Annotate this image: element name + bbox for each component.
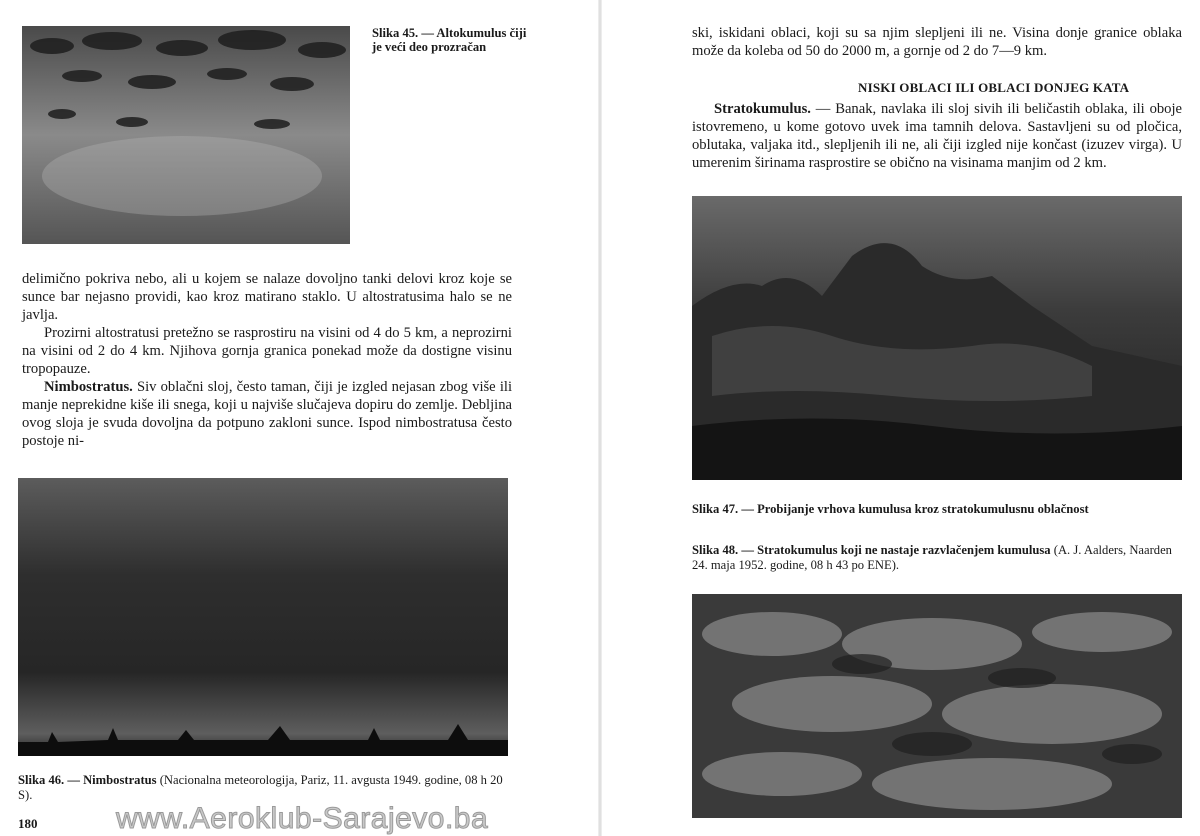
stratocumulus-text (692, 100, 1182, 172)
figure-48-photo (692, 594, 1182, 818)
left-body-text (22, 270, 512, 450)
figure-46-label: Slika 46. — Nimbostratus (18, 773, 157, 787)
term-nimbostratus: Nimbostratus. (44, 379, 133, 395)
term-stratocumulus: Stratokumulus. (714, 101, 811, 117)
paragraph-altostratus-height: Prozirni altostratusi pretežno se rasprostiru na visini od 4 do 5 km, a neprozirni na visini od 2 do 4 km. Njihova gornja granica ponekad može da dostigne visinu tropopauze. (22, 325, 512, 377)
right-page (600, 0, 1200, 836)
nimbostratus-definition: Siv oblačni sloj, često taman, čiji je izgled nejasan zbog više ili manje neprekidne kiše ili snega, koji u najviše slučajeva dopiru do zemlje. Debljina ovog sloja je svuda dovoljna da potpuno zakloni sunce. Ispod nimbostratusa često postoje ni- (22, 379, 512, 449)
figure-47-photo (692, 196, 1182, 480)
figure-48-label: Slika 48. — Stratokumulus koji ne nastaje razvlačenjem kumulusa (692, 543, 1051, 557)
paragraph-altostratus-cont: delimično pokriva nebo, ali u kojem se nalaze dovoljno tanki delovi kroz koje se sunce bar nejasno providi, kao kroz matirano staklo. U altostratusima halo se ne javlja. (22, 271, 512, 323)
figure-46-photo (18, 478, 508, 756)
figure-47-caption: Slika 47. — Probijanje vrhova kumulusa kroz stratokumulusnu oblačnost (692, 502, 1089, 516)
page-number: 180 (18, 816, 38, 831)
paragraph-stratocumulus (692, 100, 1182, 172)
figure-48-caption (692, 543, 1182, 573)
paragraph-nimbostratus-cont: ski, iskidani oblaci, koji su sa njim slepljeni ili ne. Visina donje granice oblaka može da koleba od 50 do 2000 m, a gornje od 2 do 7—9 km. (692, 25, 1182, 59)
right-top-text (692, 24, 1182, 60)
figure-46-source: (Nacionalna meteorologija, Pariz, 11. avgusta 1949. godine, 08 h 20 S). (18, 773, 503, 802)
stratocumulus-definition: — Banak, navlaka ili sloj sivih ili beličastih oblaka, ili oboje istovremeno, u kome gotovo uvek ima tamnih delova. Sastavljeni su od pločica, oblutaka, valjaka itd., slepljenih ili ne, ali čiji izgled nije končast (izuzev virga). U umerenim širinama rasprostire se obično na visinama manjim od 2 km. (692, 101, 1182, 171)
watermark-text: www.Aeroklub-Sarajevo.ba (116, 802, 489, 835)
paragraph-nimbostratus (22, 378, 512, 450)
figure-45-caption: Slika 45. — Altokumulus čiji je veći deo prozračan (372, 26, 527, 54)
figure-45-photo (22, 26, 350, 244)
section-heading-low-clouds: NISKI OBLACI ILI OBLACI DONJEG KATA (858, 80, 1130, 95)
figure-46-caption (18, 773, 518, 803)
figure-48-source: (A. J. Aalders, Naarden 24. maja 1952. godine, 08 h 43 po ENE). (692, 543, 1172, 572)
